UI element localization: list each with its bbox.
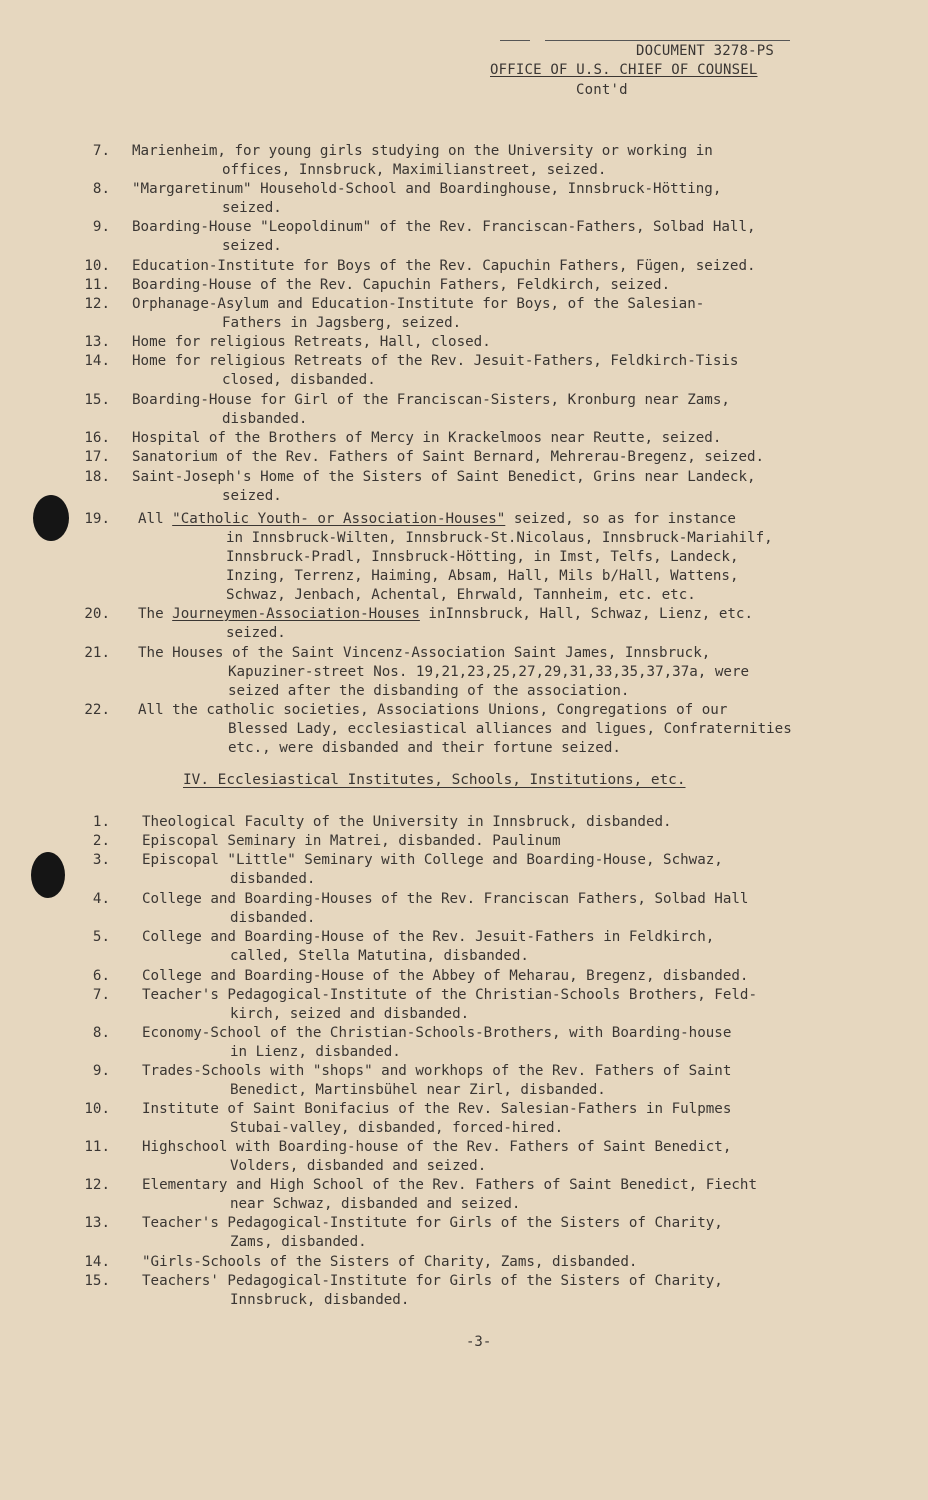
item-line: Theological Faculty of the University in Innsbruck, disbanded. — [142, 814, 672, 830]
item-line: seized. — [226, 625, 286, 641]
item-line: "Margaretinum" Household-School and Boardinghouse, Innsbruck-Hötting, — [132, 181, 722, 197]
item-line: Fathers in Jagsberg, seized. — [222, 315, 462, 331]
header-rule-long — [545, 40, 790, 41]
item-line: Hospital of the Brothers of Mercy in Krackelmoos near Reutte, seized. — [132, 430, 722, 446]
item-line: seized. — [222, 488, 282, 504]
item-number: 8. — [92, 181, 110, 197]
item-line: Elementary and High School of the Rev. Fathers of Saint Benedict, Fiecht — [142, 1177, 757, 1193]
item-line: etc., were disbanded and their fortune seized. — [228, 740, 621, 756]
item-line: seized. — [222, 200, 282, 216]
item-number: 7. — [92, 987, 110, 1003]
item-line: College and Boarding-House of the Abbey of Meharau, Bregenz, disbanded. — [142, 968, 749, 984]
item-line: Benedict, Martinsbühel near Zirl, disbanded. — [230, 1082, 606, 1098]
office-title: OFFICE OF U.S. CHIEF OF COUNSEL — [490, 62, 758, 78]
item-line: Boarding-House for Girl of the Franciscan-Sisters, Kronburg near Zams, — [132, 392, 730, 408]
item-number: 6. — [92, 968, 110, 984]
item-continuation — [226, 529, 773, 605]
item-line: Blessed Lady, ecclesiastical alliances and ligues, Confraternities — [228, 721, 792, 737]
item-line: Innsbruck-Pradl, Innsbruck-Hötting, in Imst, Telfs, Landeck, — [226, 549, 739, 565]
section-title: IV. Ecclesiastical Institutes, Schools, Institutions, etc. — [183, 772, 686, 788]
item-line: College and Boarding-Houses of the Rev. Franciscan Fathers, Solbad Hall — [142, 891, 749, 907]
header-rule-short — [500, 40, 530, 41]
item-line: kirch, seized and disbanded. — [230, 1006, 470, 1022]
item-number: 9. — [92, 1063, 110, 1079]
item-line: Sanatorium of the Rev. Fathers of Saint Bernard, Mehrerau-Bregenz, seized. — [132, 449, 765, 465]
item-line: Inzing, Terrenz, Haiming, Absam, Hall, Mils b/Hall, Wattens, — [226, 568, 739, 584]
item-number: 12. — [84, 296, 110, 312]
item-text-pre: All — [138, 511, 173, 527]
item-text — [138, 605, 753, 624]
item-line: offices, Innsbruck, Maximilianstreet, seized. — [222, 162, 607, 178]
item-number: 2. — [92, 833, 110, 849]
item-number: 21. — [84, 645, 110, 661]
item-text-post: inInnsbruck, Hall, Schwaz, Lienz, etc. — [419, 606, 754, 622]
page-number: -3- — [466, 1334, 492, 1350]
item-number: 17. — [84, 449, 110, 465]
item-number: 14. — [84, 353, 110, 369]
item-number: 10. — [84, 258, 110, 274]
document-id: DOCUMENT 3278-PS — [636, 43, 775, 59]
item-line: Home for religious Retreats, Hall, closed. — [132, 334, 491, 350]
item-number: 13. — [84, 1215, 110, 1231]
item-line: Teacher's Pedagogical-Institute of the Christian-Schools Brothers, Feld- — [142, 987, 757, 1003]
item-line: disbanded. — [222, 411, 308, 427]
item-text-post: seized, so as for instance — [505, 511, 736, 527]
item-line: Innsbruck, disbanded. — [230, 1292, 410, 1308]
item-number: 20. — [84, 606, 110, 622]
item-line: Kapuziner-street Nos. 19,21,23,25,27,29,31,33,35,37,37a, were — [228, 664, 750, 680]
item-line — [138, 605, 753, 624]
item-line: near Schwaz, disbanded and seized. — [230, 1196, 521, 1212]
item-number: 22. — [84, 702, 110, 718]
item-line: Boarding-House "Leopoldinum" of the Rev. Franciscan-Fathers, Solbad Hall, — [132, 219, 756, 235]
item-line: Teachers' Pedagogical-Institute for Girls of the Sisters of Charity, — [142, 1273, 723, 1289]
item-line: Institute of Saint Bonifacius of the Rev. Salesian-Fathers in Fulpmes — [142, 1101, 732, 1117]
item-text-pre: The — [138, 606, 173, 622]
item-number: 14. — [84, 1254, 110, 1270]
item-line: in Lienz, disbanded. — [230, 1044, 401, 1060]
item-line: Economy-School of the Christian-Schools-Brothers, with Boarding-house — [142, 1025, 732, 1041]
item-line: in Innsbruck-Wilten, Innsbruck-St.Nicolaus, Innsbruck-Mariahilf, — [226, 530, 773, 546]
item-number: 7. — [92, 143, 110, 159]
item-line: The Houses of the Saint Vincenz-Association Saint James, Innsbruck, — [138, 645, 711, 661]
item-number: 3. — [92, 852, 110, 868]
item-line: Episcopal Seminary in Matrei, disbanded. Paulinum — [142, 833, 561, 849]
item-line: seized. — [222, 238, 282, 254]
item-line: Stubai-valley, disbanded, forced-hired. — [230, 1120, 564, 1136]
item-number: 16. — [84, 430, 110, 446]
item-number: 12. — [84, 1177, 110, 1193]
item-continuation — [226, 624, 286, 643]
item-line: Orphanage-Asylum and Education-Institute for Boys, of the Salesian- — [132, 296, 705, 312]
item-line: College and Boarding-House of the Rev. Jesuit-Fathers in Feldkirch, — [142, 929, 715, 945]
item-text — [138, 510, 736, 529]
item-line: Episcopal "Little" Seminary with College and Boarding-House, Schwaz, — [142, 852, 723, 868]
item-number: 11. — [84, 1139, 110, 1155]
item-line: All the catholic societies, Associations Unions, Congregations of our — [138, 702, 728, 718]
item-line — [138, 510, 736, 529]
punch-hole-top — [33, 495, 69, 541]
continued-label: Cont'd — [576, 82, 628, 98]
item-line: Highschool with Boarding-house of the Rev. Fathers of Saint Benedict, — [142, 1139, 732, 1155]
item-number: 5. — [92, 929, 110, 945]
item-line: called, Stella Matutina, disbanded. — [230, 948, 529, 964]
item-number: 19. — [84, 511, 110, 527]
item-number: 13. — [84, 334, 110, 350]
item-line: Schwaz, Jenbach, Achental, Ehrwald, Tannheim, etc. etc. — [226, 587, 696, 603]
item-line: Trades-Schools with "shops" and workhops of the Rev. Fathers of Saint — [142, 1063, 732, 1079]
item-number: 9. — [92, 219, 110, 235]
item-text-underlined: "Catholic Youth- or Association-Houses" — [172, 511, 506, 527]
item-line: Marienheim, for young girls studying on the University or working in — [132, 143, 713, 159]
item-number: 4. — [92, 891, 110, 907]
item-number: 8. — [92, 1025, 110, 1041]
item-line: Education-Institute for Boys of the Rev. Capuchin Fathers, Fügen, seized. — [132, 258, 756, 274]
item-line: "Girls-Schools of the Sisters of Charity, Zams, disbanded. — [142, 1254, 638, 1270]
item-number: 1. — [92, 814, 110, 830]
item-line: disbanded. — [230, 871, 316, 887]
item-line: Boarding-House of the Rev. Capuchin Fathers, Feldkirch, seized. — [132, 277, 671, 293]
item-number: 15. — [84, 392, 110, 408]
item-line: Volders, disbanded and seized. — [230, 1158, 487, 1174]
item-line: Saint-Joseph's Home of the Sisters of Saint Benedict, Grins near Landeck, — [132, 469, 756, 485]
item-number: 18. — [84, 469, 110, 485]
item-line: Home for religious Retreats of the Rev. Jesuit-Fathers, Feldkirch-Tisis — [132, 353, 739, 369]
item-number: 10. — [84, 1101, 110, 1117]
item-number: 15. — [84, 1273, 110, 1289]
item-line: Zams, disbanded. — [230, 1234, 367, 1250]
item-text-underlined: Journeymen-Association-Houses — [172, 606, 420, 622]
item-line: Teacher's Pedagogical-Institute for Girls of the Sisters of Charity, — [142, 1215, 723, 1231]
punch-hole-bottom — [31, 852, 65, 898]
item-line: seized after the disbanding of the association. — [228, 683, 630, 699]
item-line: disbanded. — [230, 910, 316, 926]
item-line: closed, disbanded. — [222, 372, 376, 388]
item-number: 11. — [84, 277, 110, 293]
